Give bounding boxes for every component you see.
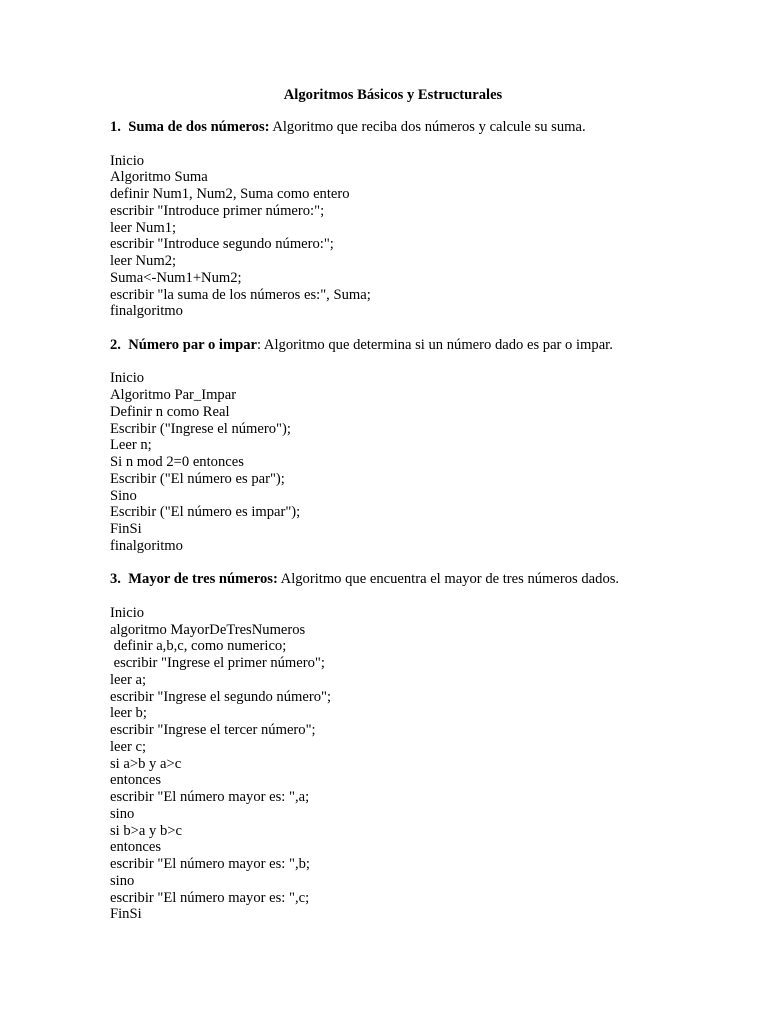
blank-line [110, 320, 750, 337]
section-title: Mayor de tres números: [128, 571, 278, 588]
code-line: si a>b y a>c [110, 755, 182, 772]
code-line: entonces [110, 772, 162, 789]
code-line: leer Num2; [110, 253, 177, 269]
code-line: FinSi [110, 521, 142, 537]
code-line: leer Num1; [110, 219, 177, 236]
code-line: Inicio [110, 152, 145, 169]
code-line: leer b; [110, 705, 147, 722]
section-1 [110, 119, 750, 337]
section-3 [110, 571, 750, 923]
blank-line [110, 136, 750, 153]
code-line: leer c; [110, 738, 147, 755]
section-number: 3. [110, 571, 121, 588]
code-line: escribir "Introduce primer número:"; [110, 202, 325, 219]
code-line: Inicio [110, 370, 145, 387]
code-line: Inicio [110, 604, 145, 621]
blank-line [110, 588, 750, 605]
code-line: finalgoritmo [110, 537, 183, 554]
code-line: Leer n; [110, 437, 152, 454]
section-description: : Algoritmo que determina si un número dado es par o impar. [257, 336, 613, 353]
code-line: sino [110, 872, 135, 889]
code-line: escribir "Ingrese el segundo número"; [110, 688, 332, 705]
code-line: escribir "El número mayor es: ",c; [110, 889, 310, 906]
code-line: Algoritmo Suma [110, 169, 208, 186]
section-number: 1. [110, 119, 121, 135]
code-line: definir Num1, Num2, Suma como entero [110, 186, 350, 202]
code-line: entonces [110, 839, 162, 856]
code-line: finalgoritmo [110, 303, 183, 320]
section-2 [110, 337, 750, 572]
section-heading [110, 337, 750, 354]
code-line: Algoritmo Par_Impar [110, 387, 237, 403]
code-line: Escribir ("El número es impar"); [110, 504, 301, 521]
code-line: Sino [110, 487, 137, 504]
code-line: escribir "Ingrese el tercer número"; [110, 722, 316, 738]
code-line: escribir "la suma de los números es:", Suma; [110, 286, 371, 303]
blank-line [110, 354, 750, 371]
section-title: Número par o impar [128, 336, 258, 353]
section-description: Algoritmo que encuentra el mayor de tres números dados. [277, 571, 620, 588]
section-heading [110, 571, 750, 588]
blank-line [110, 555, 750, 572]
code-line: Si n mod 2=0 entonces [110, 454, 244, 470]
code-line: escribir "El número mayor es: ",b; [110, 856, 310, 872]
section-number: 2. [110, 336, 121, 353]
code-line: sino [110, 805, 135, 822]
code-line: definir a,b,c, como numerico; [110, 638, 287, 655]
section-description: Algoritmo que reciba dos números y calcule su suma. [269, 119, 586, 135]
section-heading [110, 119, 750, 136]
code-line: Escribir ("El número es par"); [110, 470, 285, 487]
code-line: escribir "Ingrese el primer número"; [110, 655, 325, 671]
document-title: Algoritmos Básicos y Estructurales [283, 87, 503, 103]
code-line: FinSi [110, 906, 142, 923]
document-body [110, 119, 750, 923]
code-line: escribir "Introduce segundo número:"; [110, 236, 334, 253]
code-line: Escribir ("Ingrese el número"); [110, 420, 291, 437]
code-line: leer a; [110, 671, 147, 688]
code-line: Suma<-Num1+Num2; [110, 269, 242, 286]
code-line: algoritmo MayorDeTresNumeros [110, 621, 306, 638]
code-line: escribir "El número mayor es: ",a; [110, 789, 310, 805]
code-line: Definir n como Real [110, 403, 230, 420]
code-line: si b>a y b>c [110, 822, 182, 839]
section-title: Suma de dos números: [128, 119, 270, 135]
